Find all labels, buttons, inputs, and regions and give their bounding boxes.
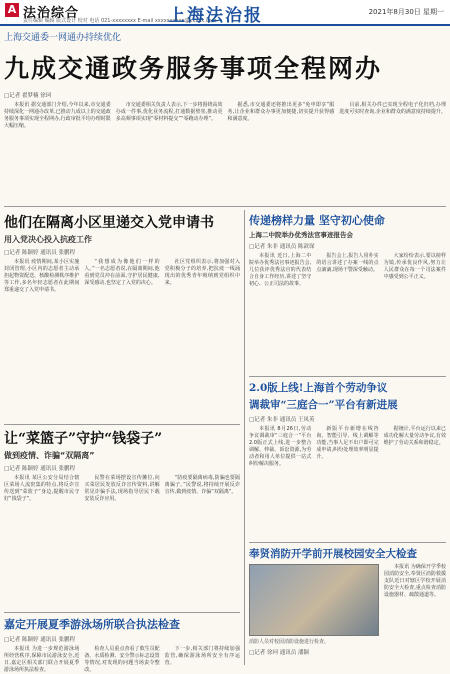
article-column: 检查人员重点查看了救生员配备、水质检测、安全警示标志设置等情况,对发现的问题当场责令整改。 [84, 646, 160, 673]
labor-dispute-byline: □记者 朱非 通讯员 王凤英 [249, 417, 315, 423]
photo-placeholder-icon [249, 564, 379, 636]
article-column: 本报讯 8月26日,劳动争议调裁审“三庭合一”平台2.0版正式上线,进一步整合调解、仲裁、诉讼资源,为劳动者和用人单位提供一站式纠纷解决服务。 [249, 426, 312, 467]
article-column: 大家纷纷表示,要以榜样为镜,传承优良作风,努力让人民群众在每一个司法案件中感受到公平正义。 [383, 253, 446, 280]
article-column: 本报讯 疫情期间,某小区实施封闭管理,小区内的志愿者主动承担起物资配送、核酸检测秩序维护等工作,多名年轻志愿者在此期间郑重递交了入党申请书。 [4, 259, 80, 293]
anti-fraud-byline: □记者 陈颖婷 通讯员 张鹏程 [4, 466, 75, 472]
lead-column-4: 目前,相关办件已实现全程电子化归档,办理进度可实时查询,企业和群众的满意度持续提升。 [339, 102, 446, 115]
party-application-headline: 他们在隔离小区里递交入党申请书 [4, 215, 214, 231]
labor-dispute-headline: 2.0版上线!上海首个劳动争议 [249, 382, 388, 394]
page-header [0, 0, 450, 26]
campus-fire-safety-byline: □记者 徐珂 通讯员 潘颖 [249, 650, 309, 656]
article-column: 报告会上,报告人用朴实的语言讲述了办案一线的点点滴滴,现场干警深受触动。 [316, 253, 379, 273]
article-column: 本报讯 某区公安分局结合辖区菜场人流密集的特点,将反诈宣传送到“菜篮子”身边,提醒市民守好“钱袋子”。 [4, 475, 80, 502]
article-column: 下一步,相关部门将持续加强监管,确保游泳场所安全有序运营。 [164, 646, 240, 666]
editor-contacts: 责任编辑 编辑 版式设计 校对 电话 021-xxxxxxxx E-mail xxxxxxxxxx@xxxxx.com [23, 18, 217, 24]
party-application-deck: 用入党决心投入抗疫工作 [4, 235, 92, 244]
article-column: 本报讯 近日,上海二中院举办优秀法官事迹报告会,几位获评优秀法官的代表结合自身工作经历,讲述了坚守初心、公正司法的故事。 [249, 253, 312, 287]
article-column: 新版平台新增在线咨询、智能引导、线上调解等功能,当事人足不出户即可完成申请,纠纷处理效率明显提升。 [316, 426, 379, 460]
lead-column-3: 据悉,市交通委还将推出更多“免申即享”服务,让企业和群众办事更加便捷,切实提升获得感和满意度。 [227, 102, 335, 122]
campus-fire-safety-headline: 奉贤消防开学前开展校园安全大检查 [249, 548, 417, 560]
lead-byline: □记者 翟梦楠 徐珂 [4, 93, 52, 99]
article-column: 民警在菜场摆设宣传摊位,向买菜居民发放反诈宣传资料,讲解常见诈骗手法,现场指导居民下载安装反诈应用。 [84, 475, 160, 502]
lead-article [4, 30, 446, 156]
section-title: 法治综合 [23, 6, 80, 21]
swimming-inspection-headline: 嘉定开展夏季游泳场所联合执法检查 [4, 618, 180, 631]
issue-date: 2021年8月30日 星期一 [368, 8, 444, 16]
article-column: 据统计,平台运行以来已成功化解大量劳动争议,有效维护了劳动关系和谐稳定。 [383, 426, 446, 446]
anti-fraud-headline: 让“菜篮子”守护“钱袋子” [4, 431, 163, 447]
divider [249, 376, 446, 377]
lead-subheadline: 上海交通委一网通办持续优化 [4, 33, 122, 43]
lead-column-2: 市交通委相关负责人表示,下一步将围绕高效办成一件事,优化业务流程,打通数据壁垒,推动更多高频事项实现“零材料提交”“零跑动办理”。 [115, 102, 223, 122]
party-application-article [4, 212, 240, 420]
section-logo-icon: A [5, 3, 19, 17]
article-column: 社区党组织表示,将加强对入党积极分子的培养,把抗疫一线涌现出的优秀青年吸纳到党组织中来。 [164, 259, 240, 286]
divider [4, 612, 240, 613]
anti-fraud-deck: 做到疫情、诈骗“双隔离” [4, 451, 95, 460]
article-column: 本报讯 为确保开学季校园消防安全,奉贤区消防救援支队近日对辖区学校开展消防安全大检查,重点检查消防设施器材、疏散通道等。 [384, 564, 446, 598]
campus-fire-safety-article [249, 546, 446, 668]
swimming-inspection-article [4, 616, 240, 673]
lead-column-1: 本报讯 据交通部门介绍,今年以来,市交通委持续深化一网通办改革,已推动九成以上的交通政务服务事项实现全程网办,行政审批平均办理时限大幅压缩。 [4, 102, 111, 129]
divider [4, 206, 446, 207]
anti-fraud-article [4, 428, 240, 608]
labor-dispute-article [249, 380, 446, 538]
divider [4, 424, 240, 425]
article-column: “防疫要隔离病毒,防骗也要隔离骗子。”民警说,将持续开展反诈宣传,做到疫情、诈骗“双隔离”。 [164, 475, 240, 495]
labor-dispute-headline-line2: 调裁审“三庭合一”平台有新进展 [249, 399, 398, 411]
court-report-headline: 传递榜样力量 坚守初心使命 [249, 214, 385, 227]
court-report-byline: □记者 朱非 通讯员 陈歆琛 [249, 244, 315, 250]
lead-headline: 九成交通政务服务事项全程网办 [4, 54, 383, 83]
photo-caption: 消防人员对校园消防设施进行检查。 [249, 639, 330, 645]
newspaper-masthead: 上海法治报 [168, 6, 263, 26]
divider [244, 210, 245, 665]
article-column: “我想成为像他们一样的人。”一名志愿者说,在隔离期间,他看到党员冲在前面,守护居民健康,深受感动,也坚定了入党的决心。 [84, 259, 160, 286]
party-application-byline: □记者 陈颖婷 通讯员 张鹏程 [4, 250, 75, 256]
divider [249, 542, 446, 543]
court-report-deck: 上海二中院举办优秀法官事迹报告会 [249, 231, 353, 239]
court-report-article [249, 212, 446, 372]
article-column: 本报讯 为进一步规范游泳场所经营秩序,保障市民游泳安全,近日,嘉定区相关部门联合开展夏季游泳场所执法检查。 [4, 646, 80, 673]
swimming-inspection-byline: □记者 陈颖婷 通讯员 张鹏程 [4, 637, 75, 643]
